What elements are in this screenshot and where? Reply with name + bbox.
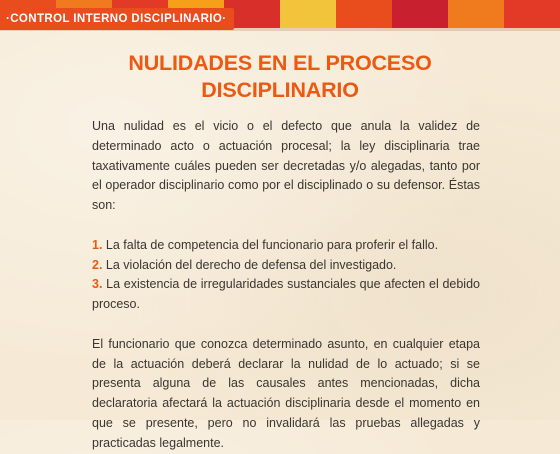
list-item-text: La violación del derecho de defensa del investigado. bbox=[105, 257, 397, 272]
intro-paragraph: Una nulidad es el vicio o el defecto que anula la validez de determinado acto o actuación procesal; la ley disciplinaria trae taxativamente cuáles pueden ser decretadas y/o alegadas, tanto por el operador disciplinario como por el disciplinado o su defensor. Éstas son: bbox=[92, 119, 480, 213]
closing-paragraph: El funcionario que conozca determinado asunto, en cualquier etapa de la actuación deberá declarar la nulidad de lo actuado; si se presenta alguna de las causales antes mencionadas, dicha declaratoria afectará la actuación disciplinaria desde el momento en que se presente, pero no invalidará las pruebas allegadas y practicadas legalmente. bbox=[92, 336, 480, 450]
band-segment bbox=[504, 0, 560, 28]
list-item bbox=[92, 275, 480, 315]
list-item-number: 3. bbox=[92, 277, 103, 292]
band-segment bbox=[280, 0, 336, 28]
list-item bbox=[92, 236, 480, 256]
list-item bbox=[92, 256, 480, 276]
list-item-number: 1. bbox=[92, 237, 103, 252]
band-segment bbox=[448, 0, 504, 28]
list-item-text: La existencia de irregularidades sustanciales que afecten el debido proceso. bbox=[92, 277, 480, 312]
page-title: NULIDADES EN EL PROCESO DISCIPLINARIO bbox=[128, 51, 432, 102]
section-label: ·CONTROL INTERNO DISCIPLINARIO· bbox=[0, 8, 234, 30]
list-item-number: 2. bbox=[92, 257, 103, 272]
band-segment bbox=[336, 0, 392, 28]
list-item-text: La falta de competencia del funcionario para proferir el fallo. bbox=[105, 237, 439, 252]
band-segment bbox=[392, 0, 448, 28]
document-body bbox=[92, 117, 480, 454]
